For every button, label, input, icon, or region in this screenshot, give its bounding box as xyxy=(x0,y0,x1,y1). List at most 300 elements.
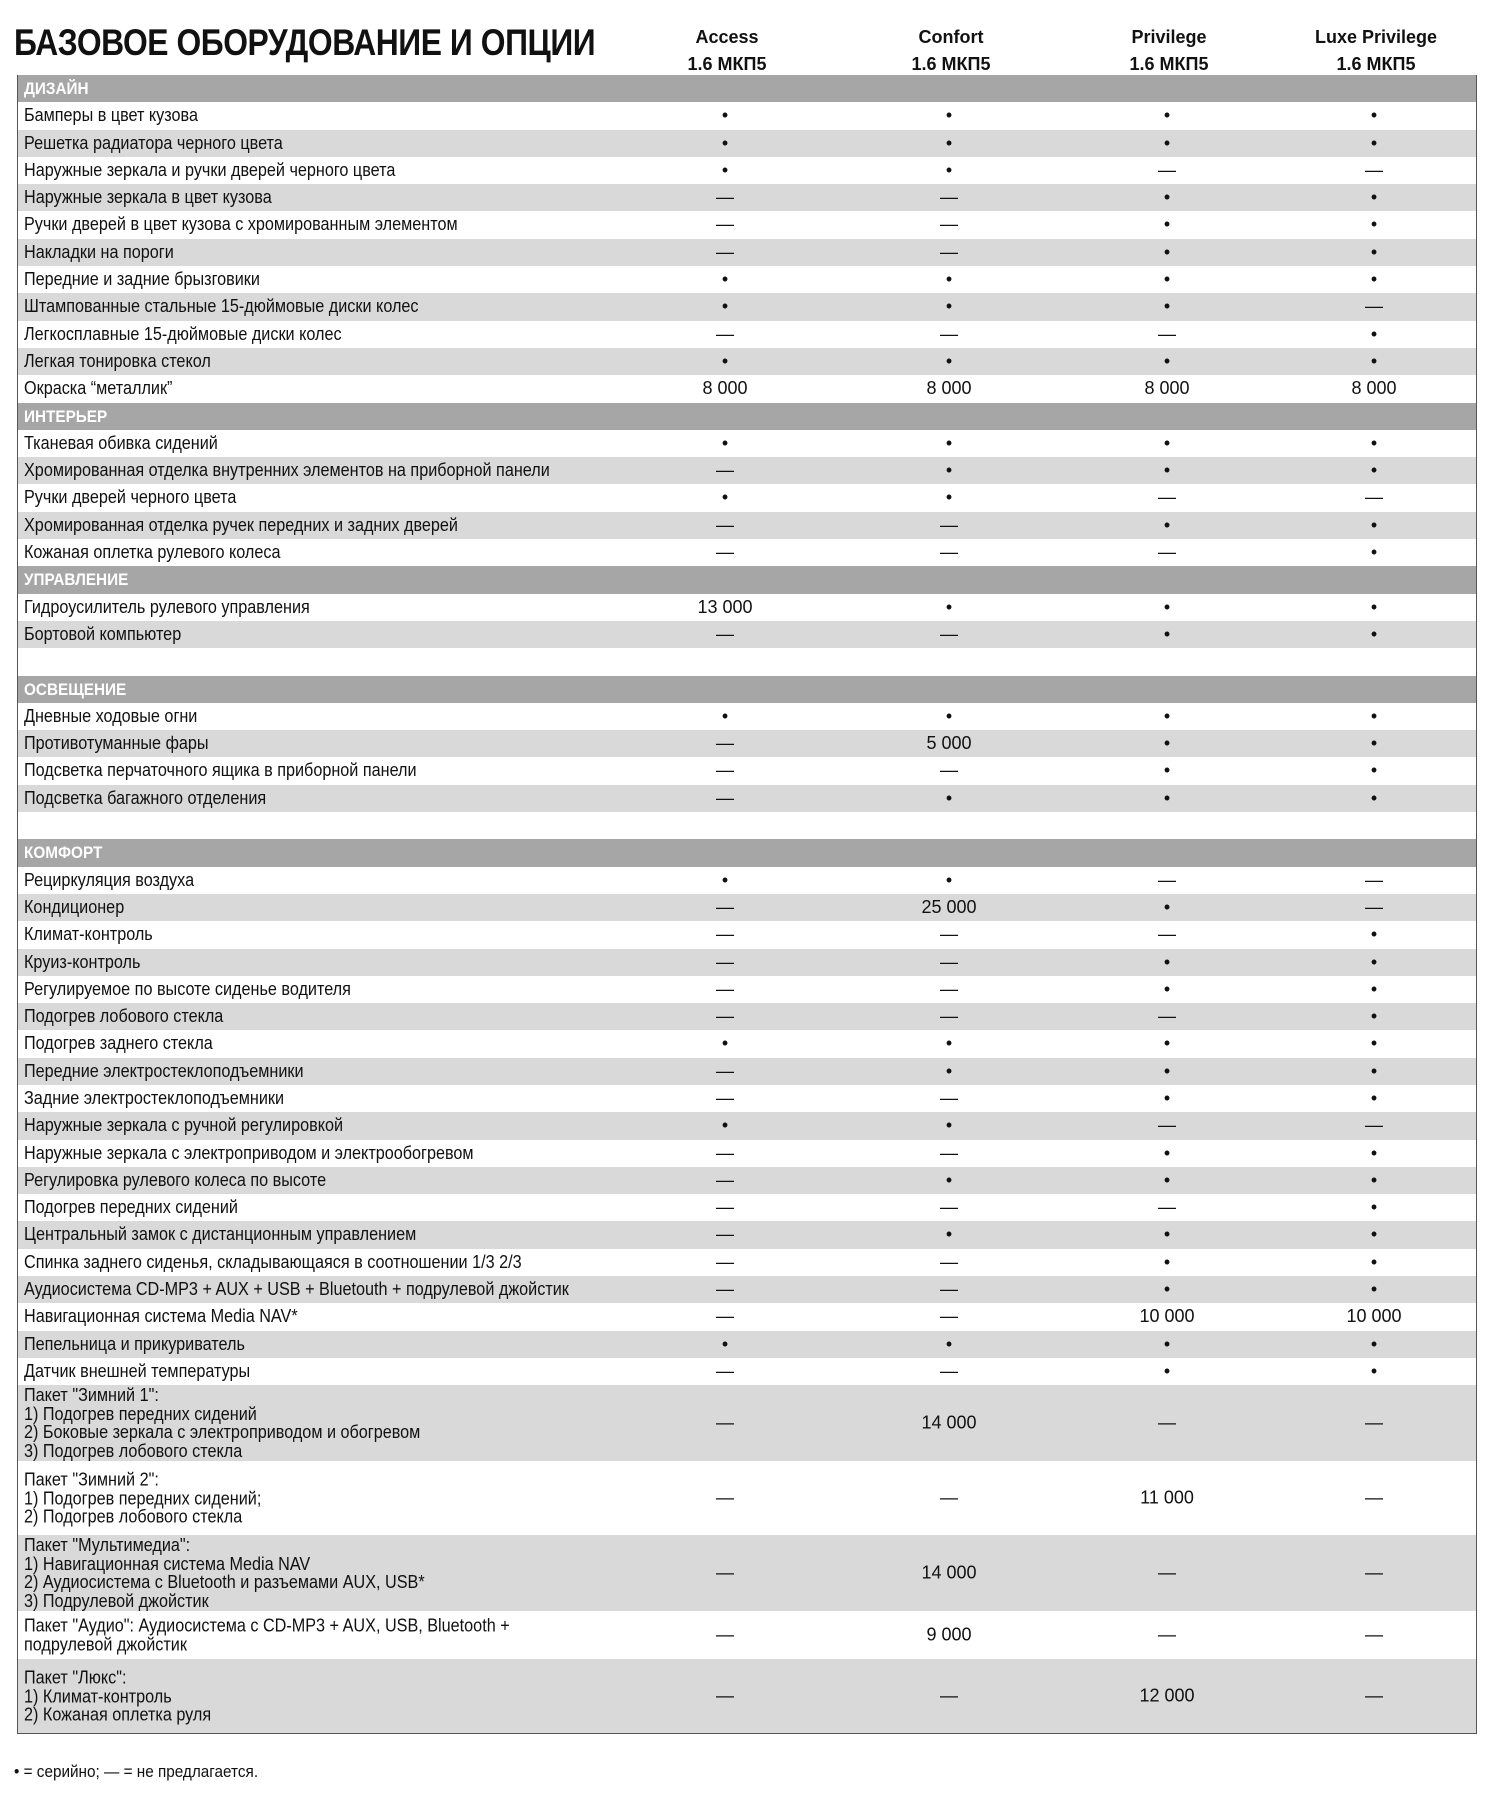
value-cell-luxe-privilege: • xyxy=(1370,596,1378,617)
value-cell-access: • xyxy=(721,869,729,890)
feature-label: Легкосплавные 15-дюймовые диски колес xyxy=(24,323,342,344)
value-cell-luxe-privilege: • xyxy=(1370,1360,1378,1381)
feature-label: Подсветка перчаточного ящика в приборной панели xyxy=(24,760,417,781)
table-row xyxy=(18,1358,1476,1385)
value-cell-confort: — xyxy=(940,924,958,945)
value-cell-luxe-privilege: • xyxy=(1370,951,1378,972)
value-cell-luxe-privilege: • xyxy=(1370,978,1378,999)
section-header xyxy=(18,566,1476,593)
value-cell-access: — xyxy=(716,1306,734,1327)
value-cell-confort: • xyxy=(945,269,953,290)
feature-label: Наружные зеркала с электроприводом и электрообогревом xyxy=(24,1142,474,1163)
table-row xyxy=(18,785,1476,812)
feature-label: Датчик внешней температуры xyxy=(24,1360,251,1381)
legend: • = серийно; — = не предлагается. xyxy=(14,1762,259,1781)
table-row xyxy=(18,1112,1476,1139)
value-cell-confort: — xyxy=(940,1685,958,1706)
value-cell-confort: • xyxy=(945,105,953,126)
value-cell-access: 8 000 xyxy=(702,378,748,399)
value-cell-confort: 25 000 xyxy=(921,896,977,917)
column-header-access xyxy=(617,24,837,78)
table-row xyxy=(18,512,1476,539)
value-cell-confort: • xyxy=(945,1115,953,1136)
value-cell-privilege: • xyxy=(1163,760,1171,781)
value-cell-luxe-privilege: 8 000 xyxy=(1351,378,1397,399)
value-cell-confort: — xyxy=(940,1360,958,1381)
value-cell-confort: • xyxy=(945,1333,953,1354)
feature-label: Бамперы в цвет кузова xyxy=(24,105,198,126)
feature-label: Спинка заднего сиденья, складывающаяся в соотношении 1/3 2/3 xyxy=(24,1251,522,1272)
value-cell-luxe-privilege: • xyxy=(1370,924,1378,945)
value-cell-privilege: • xyxy=(1163,1360,1171,1381)
table-row xyxy=(18,867,1476,894)
value-cell-luxe-privilege: • xyxy=(1370,787,1378,808)
value-cell-luxe-privilege: — xyxy=(1365,1115,1383,1136)
feature-label: Дневные ходовые огни xyxy=(24,705,198,726)
value-cell-confort: — xyxy=(940,514,958,535)
value-cell-luxe-privilege: • xyxy=(1370,132,1378,153)
value-cell-access: — xyxy=(716,1087,734,1108)
feature-label: Пакет "Люкс": 1) Климат-контроль 2) Кожаная оплетка руля xyxy=(24,1667,212,1725)
value-cell-confort: • xyxy=(945,705,953,726)
value-cell-luxe-privilege: — xyxy=(1365,1685,1383,1706)
value-cell-access: — xyxy=(716,187,734,208)
table-row xyxy=(18,894,1476,921)
value-cell-luxe-privilege: • xyxy=(1370,1006,1378,1027)
value-cell-privilege: • xyxy=(1163,296,1171,317)
value-cell-access: — xyxy=(716,1685,734,1706)
value-cell-luxe-privilege: • xyxy=(1370,460,1378,481)
value-cell-confort: — xyxy=(940,1306,958,1327)
table-row xyxy=(18,703,1476,730)
value-cell-privilege: — xyxy=(1158,1562,1176,1583)
table-row xyxy=(18,266,1476,293)
value-cell-privilege: • xyxy=(1163,705,1171,726)
value-cell-luxe-privilege: • xyxy=(1370,542,1378,563)
column-engine: 1.6 МКП5 xyxy=(1129,54,1209,74)
value-cell-confort: • xyxy=(945,296,953,317)
value-cell-confort: — xyxy=(940,1087,958,1108)
section-label: ИНТЕРЬЕР xyxy=(24,406,108,426)
value-cell-privilege: — xyxy=(1158,1197,1176,1218)
table-row xyxy=(18,1249,1476,1276)
value-cell-confort: — xyxy=(940,951,958,972)
value-cell-access: — xyxy=(716,1624,734,1645)
value-cell-access: — xyxy=(716,924,734,945)
section-label: КОМФОРТ xyxy=(24,843,103,863)
value-cell-luxe-privilege: • xyxy=(1370,760,1378,781)
section-header xyxy=(18,403,1476,430)
value-cell-confort: — xyxy=(940,1006,958,1027)
value-cell-confort: — xyxy=(940,1279,958,1300)
value-cell-luxe-privilege: • xyxy=(1370,1251,1378,1272)
column-header-confort xyxy=(841,24,1061,78)
feature-label: Регулируемое по высоте сиденье водителя xyxy=(24,978,351,999)
table-row xyxy=(18,1140,1476,1167)
table-row xyxy=(18,239,1476,266)
value-cell-privilege: — xyxy=(1158,869,1176,890)
value-cell-confort: • xyxy=(945,787,953,808)
value-cell-access: — xyxy=(716,623,734,644)
value-cell-access: — xyxy=(716,1562,734,1583)
value-cell-luxe-privilege: • xyxy=(1370,1333,1378,1354)
value-cell-privilege: • xyxy=(1163,787,1171,808)
value-cell-access: — xyxy=(716,1251,734,1272)
equipment-table xyxy=(17,75,1477,1734)
value-cell-privilege: • xyxy=(1163,269,1171,290)
table-row xyxy=(18,1058,1476,1085)
value-cell-access: — xyxy=(716,1006,734,1027)
value-cell-confort: • xyxy=(945,487,953,508)
feature-label: Пакет "Зимний 1": 1) Подогрев передних сидений 2) Боковые зеркала с электроприводом и обогревом 3) Подогрев лобового стекла xyxy=(24,1385,421,1461)
value-cell-access: — xyxy=(716,896,734,917)
feature-label: Передние электростеклоподъемники xyxy=(24,1060,304,1081)
value-cell-access: • xyxy=(721,1333,729,1354)
value-cell-privilege: • xyxy=(1163,214,1171,235)
value-cell-access: — xyxy=(716,1197,734,1218)
feature-label: Штампованные стальные 15-дюймовые диски колес xyxy=(24,296,419,317)
value-cell-access: — xyxy=(716,1279,734,1300)
feature-label: Гидроусилитель рулевого управления xyxy=(24,596,310,617)
value-cell-luxe-privilege: • xyxy=(1370,1142,1378,1163)
value-cell-access: — xyxy=(716,1060,734,1081)
feature-label: Наружные зеркала и ручки дверей черного цвета xyxy=(24,159,396,180)
column-header-luxe-privilege xyxy=(1266,24,1486,78)
value-cell-access: — xyxy=(716,951,734,972)
feature-label: Накладки на пороги xyxy=(24,241,174,262)
table-row xyxy=(18,157,1476,184)
value-cell-privilege: • xyxy=(1163,978,1171,999)
feature-label: Подогрев лобового стекла xyxy=(24,1006,224,1027)
feature-label: Бортовой компьютер xyxy=(24,623,182,644)
value-cell-confort: • xyxy=(945,350,953,371)
value-cell-luxe-privilege: • xyxy=(1370,705,1378,726)
value-cell-confort: 14 000 xyxy=(921,1412,977,1433)
value-cell-privilege: • xyxy=(1163,350,1171,371)
column-engine: 1.6 МКП5 xyxy=(1336,54,1416,74)
section-header xyxy=(18,676,1476,703)
value-cell-access: • xyxy=(721,705,729,726)
value-cell-privilege: • xyxy=(1163,623,1171,644)
table-row xyxy=(18,1276,1476,1303)
table-row xyxy=(18,757,1476,784)
value-cell-luxe-privilege: • xyxy=(1370,350,1378,371)
value-cell-privilege: • xyxy=(1163,460,1171,481)
table-row xyxy=(18,1085,1476,1112)
value-cell-access: • xyxy=(721,132,729,153)
table-row xyxy=(18,211,1476,238)
value-cell-privilege: — xyxy=(1158,487,1176,508)
table-row xyxy=(18,293,1476,320)
value-cell-privilege: 10 000 xyxy=(1139,1306,1195,1327)
section-header xyxy=(18,839,1476,866)
value-cell-luxe-privilege: • xyxy=(1370,1033,1378,1054)
value-cell-luxe-privilege: — xyxy=(1365,296,1383,317)
feature-label: Наружные зеркала в цвет кузова xyxy=(24,187,272,208)
value-cell-access: • xyxy=(721,105,729,126)
value-cell-confort: 14 000 xyxy=(921,1562,977,1583)
feature-label: Подогрев передних сидений xyxy=(24,1197,238,1218)
value-cell-luxe-privilege: • xyxy=(1370,269,1378,290)
value-cell-luxe-privilege: • xyxy=(1370,323,1378,344)
value-cell-privilege: • xyxy=(1163,1251,1171,1272)
feature-label: Легкая тонировка стекол xyxy=(24,350,211,371)
feature-label: Пакет "Зимний 2": 1) Подогрев передних сидений; 2) Подогрев лобового стекла xyxy=(24,1469,262,1527)
value-cell-privilege: • xyxy=(1163,951,1171,972)
section-label: ДИЗАЙН xyxy=(24,79,89,98)
value-cell-confort: — xyxy=(940,187,958,208)
feature-label: Кондиционер xyxy=(24,896,125,917)
table-row xyxy=(18,484,1476,511)
value-cell-privilege: • xyxy=(1163,1224,1171,1245)
value-cell-access: — xyxy=(716,1169,734,1190)
value-cell-access: — xyxy=(716,1487,734,1508)
value-cell-privilege: • xyxy=(1163,105,1171,126)
value-cell-luxe-privilege: • xyxy=(1370,1224,1378,1245)
value-cell-luxe-privilege: • xyxy=(1370,733,1378,754)
value-cell-access: — xyxy=(716,733,734,754)
value-cell-privilege: • xyxy=(1163,132,1171,153)
value-cell-access: • xyxy=(721,432,729,453)
value-cell-access: • xyxy=(721,1033,729,1054)
section-label: УПРАВЛЕНИЕ xyxy=(24,570,129,590)
value-cell-privilege: • xyxy=(1163,187,1171,208)
value-cell-confort: 8 000 xyxy=(926,378,972,399)
value-cell-privilege: • xyxy=(1163,1060,1171,1081)
value-cell-luxe-privilege: 10 000 xyxy=(1346,1306,1402,1327)
column-name: Privilege xyxy=(1131,27,1207,47)
feature-label: Климат-контроль xyxy=(24,924,153,945)
table-row xyxy=(18,1331,1476,1358)
value-cell-confort: • xyxy=(945,1033,953,1054)
value-cell-confort: • xyxy=(945,460,953,481)
value-cell-privilege: 11 000 xyxy=(1140,1487,1194,1508)
value-cell-confort: — xyxy=(940,1251,958,1272)
value-cell-confort: • xyxy=(945,596,953,617)
value-cell-access: — xyxy=(716,542,734,563)
feature-label: Противотуманные фары xyxy=(24,733,209,754)
value-cell-confort: — xyxy=(940,760,958,781)
feature-label: Аудиосистема CD-MP3 + AUX + USB + Bluetouth + подрулевой джойстик xyxy=(24,1279,569,1300)
value-cell-privilege: • xyxy=(1163,1142,1171,1163)
value-cell-privilege: • xyxy=(1163,1033,1171,1054)
column-name: Access xyxy=(695,27,759,47)
table-row xyxy=(18,1221,1476,1248)
table-row xyxy=(18,430,1476,457)
table-row xyxy=(18,130,1476,157)
feature-label: Подсветка багажного отделения xyxy=(24,787,267,808)
value-cell-luxe-privilege: — xyxy=(1365,1562,1383,1583)
value-cell-confort: — xyxy=(940,214,958,235)
value-cell-privilege: — xyxy=(1158,542,1176,563)
value-cell-luxe-privilege: • xyxy=(1370,623,1378,644)
value-cell-confort: 9 000 xyxy=(926,1624,972,1645)
feature-label: Хромированная отделка ручек передних и задних дверей xyxy=(24,514,458,535)
page-title: БАЗОВОЕ ОБОРУДОВАНИЕ И ОПЦИИ xyxy=(14,22,596,63)
table-row xyxy=(18,730,1476,757)
value-cell-privilege: • xyxy=(1163,514,1171,535)
package-row xyxy=(18,1461,1476,1535)
value-cell-privilege: 12 000 xyxy=(1139,1685,1195,1706)
value-cell-luxe-privilege: • xyxy=(1370,1279,1378,1300)
value-cell-luxe-privilege: • xyxy=(1370,1060,1378,1081)
value-cell-privilege: • xyxy=(1163,1333,1171,1354)
value-cell-luxe-privilege: — xyxy=(1365,487,1383,508)
value-cell-confort: • xyxy=(945,159,953,180)
table-row xyxy=(18,1003,1476,1030)
value-cell-access: • xyxy=(721,487,729,508)
value-cell-access: — xyxy=(716,241,734,262)
table-row xyxy=(18,949,1476,976)
value-cell-access: • xyxy=(721,296,729,317)
value-cell-privilege: • xyxy=(1163,432,1171,453)
value-cell-luxe-privilege: — xyxy=(1365,159,1383,180)
value-cell-luxe-privilege: • xyxy=(1370,1169,1378,1190)
column-engine: 1.6 МКП5 xyxy=(911,54,991,74)
value-cell-privilege: — xyxy=(1158,1006,1176,1027)
value-cell-access: • xyxy=(721,350,729,371)
feature-label: Тканевая обивка сидений xyxy=(24,432,218,453)
value-cell-luxe-privilege: • xyxy=(1370,432,1378,453)
value-cell-access: — xyxy=(716,323,734,344)
feature-label: Передние и задние брызговики xyxy=(24,269,260,290)
value-cell-luxe-privilege: — xyxy=(1365,869,1383,890)
value-cell-privilege: — xyxy=(1158,1624,1176,1645)
value-cell-luxe-privilege: • xyxy=(1370,241,1378,262)
value-cell-luxe-privilege: — xyxy=(1365,1624,1383,1645)
feature-label: Пепельница и прикуриватель xyxy=(24,1333,245,1354)
table-row xyxy=(18,348,1476,375)
column-header-privilege xyxy=(1059,24,1279,78)
value-cell-luxe-privilege: — xyxy=(1365,1412,1383,1433)
value-cell-privilege: • xyxy=(1163,733,1171,754)
feature-label: Задние электростеклоподъемники xyxy=(24,1087,285,1108)
table-row xyxy=(18,184,1476,211)
feature-label: Кожаная оплетка рулевого колеса xyxy=(24,542,281,563)
package-row xyxy=(18,1535,1476,1611)
value-cell-privilege: — xyxy=(1158,924,1176,945)
value-cell-luxe-privilege: • xyxy=(1370,1087,1378,1108)
value-cell-access: — xyxy=(716,214,734,235)
value-cell-luxe-privilege: — xyxy=(1365,1487,1383,1508)
value-cell-access: — xyxy=(716,514,734,535)
value-cell-access: — xyxy=(716,760,734,781)
table-row xyxy=(18,321,1476,348)
column-engine: 1.6 МКП5 xyxy=(687,54,767,74)
value-cell-access: — xyxy=(716,1360,734,1381)
column-name: Confort xyxy=(918,27,984,47)
row-spacer xyxy=(18,812,1476,839)
feature-label: Наружные зеркала с ручной регулировкой xyxy=(24,1115,344,1136)
value-cell-privilege: 8 000 xyxy=(1144,378,1190,399)
value-cell-luxe-privilege: — xyxy=(1365,896,1383,917)
feature-label: Подогрев заднего стекла xyxy=(24,1033,213,1054)
value-cell-access: • xyxy=(721,269,729,290)
value-cell-confort: — xyxy=(940,1197,958,1218)
value-cell-confort: — xyxy=(940,978,958,999)
feature-label: Центральный замок с дистанционным управлением xyxy=(24,1224,417,1245)
feature-label: Хромированная отделка внутренних элементов на приборной панели xyxy=(24,460,550,481)
feature-label: Пакет "Аудио": Аудиосистема с CD-MP3 + AUX, USB, Bluetooth + подрулевой джойстик xyxy=(24,1615,510,1655)
value-cell-privilege: • xyxy=(1163,1279,1171,1300)
feature-label: Решетка радиатора черного цвета xyxy=(24,132,283,153)
value-cell-luxe-privilege: • xyxy=(1370,214,1378,235)
value-cell-privilege: • xyxy=(1163,596,1171,617)
value-cell-privilege: — xyxy=(1158,1412,1176,1433)
table-row xyxy=(18,1167,1476,1194)
value-cell-confort: — xyxy=(940,542,958,563)
table-row xyxy=(18,375,1476,402)
value-cell-luxe-privilege: • xyxy=(1370,187,1378,208)
value-cell-access: • xyxy=(721,159,729,180)
value-cell-access: — xyxy=(716,787,734,808)
feature-label: Ручки дверей в цвет кузова с хромированным элементом xyxy=(24,214,458,235)
value-cell-privilege: • xyxy=(1163,1169,1171,1190)
value-cell-confort: — xyxy=(940,1142,958,1163)
column-name: Luxe Privilege xyxy=(1314,27,1438,47)
value-cell-privilege: • xyxy=(1163,1087,1171,1108)
feature-label: Пакет "Мультимедиа": 1) Навигационная система Media NAV 2) Аудиосистема с Bluetooth и разъемами AUX, USB* 3) Подрулевой джойстик xyxy=(24,1535,425,1611)
feature-label: Круиз-контроль xyxy=(24,951,141,972)
section-label: ОСВЕЩЕНИЕ xyxy=(24,679,127,699)
table-row xyxy=(18,976,1476,1003)
section-header xyxy=(18,75,1476,102)
value-cell-access: — xyxy=(716,1412,734,1433)
value-cell-access: 13 000 xyxy=(697,596,753,617)
table-row xyxy=(18,457,1476,484)
table-row xyxy=(18,594,1476,621)
table-row xyxy=(18,1030,1476,1057)
row-spacer xyxy=(18,648,1476,675)
value-cell-confort: 5 000 xyxy=(926,733,972,754)
table-row xyxy=(18,1194,1476,1221)
value-cell-confort: • xyxy=(945,1224,953,1245)
feature-label: Ручки дверей черного цвета xyxy=(24,487,237,508)
value-cell-access: — xyxy=(716,1224,734,1245)
value-cell-luxe-privilege: • xyxy=(1370,1197,1378,1218)
feature-label: Рециркуляция воздуха xyxy=(24,869,195,890)
feature-label: Регулировка рулевого колеса по высоте xyxy=(24,1169,327,1190)
value-cell-access: — xyxy=(716,460,734,481)
package-row xyxy=(18,1611,1476,1659)
value-cell-confort: • xyxy=(945,432,953,453)
value-cell-luxe-privilege: • xyxy=(1370,514,1378,535)
table-row xyxy=(18,921,1476,948)
value-cell-confort: — xyxy=(940,241,958,262)
table-row xyxy=(18,102,1476,129)
value-cell-confort: • xyxy=(945,869,953,890)
table-row xyxy=(18,621,1476,648)
value-cell-confort: — xyxy=(940,323,958,344)
value-cell-privilege: • xyxy=(1163,896,1171,917)
feature-label: Окраска “металлик” xyxy=(24,378,173,399)
value-cell-confort: • xyxy=(945,1169,953,1190)
value-cell-privilege: — xyxy=(1158,1115,1176,1136)
package-row xyxy=(18,1385,1476,1461)
value-cell-privilege: • xyxy=(1163,241,1171,262)
value-cell-privilege: — xyxy=(1158,159,1176,180)
value-cell-access: — xyxy=(716,1142,734,1163)
value-cell-luxe-privilege: • xyxy=(1370,105,1378,126)
package-row xyxy=(18,1659,1476,1733)
value-cell-confort: • xyxy=(945,132,953,153)
value-cell-confort: — xyxy=(940,1487,958,1508)
table-row xyxy=(18,539,1476,566)
table-row xyxy=(18,1303,1476,1330)
value-cell-confort: — xyxy=(940,623,958,644)
value-cell-privilege: — xyxy=(1158,323,1176,344)
value-cell-access: • xyxy=(721,1115,729,1136)
